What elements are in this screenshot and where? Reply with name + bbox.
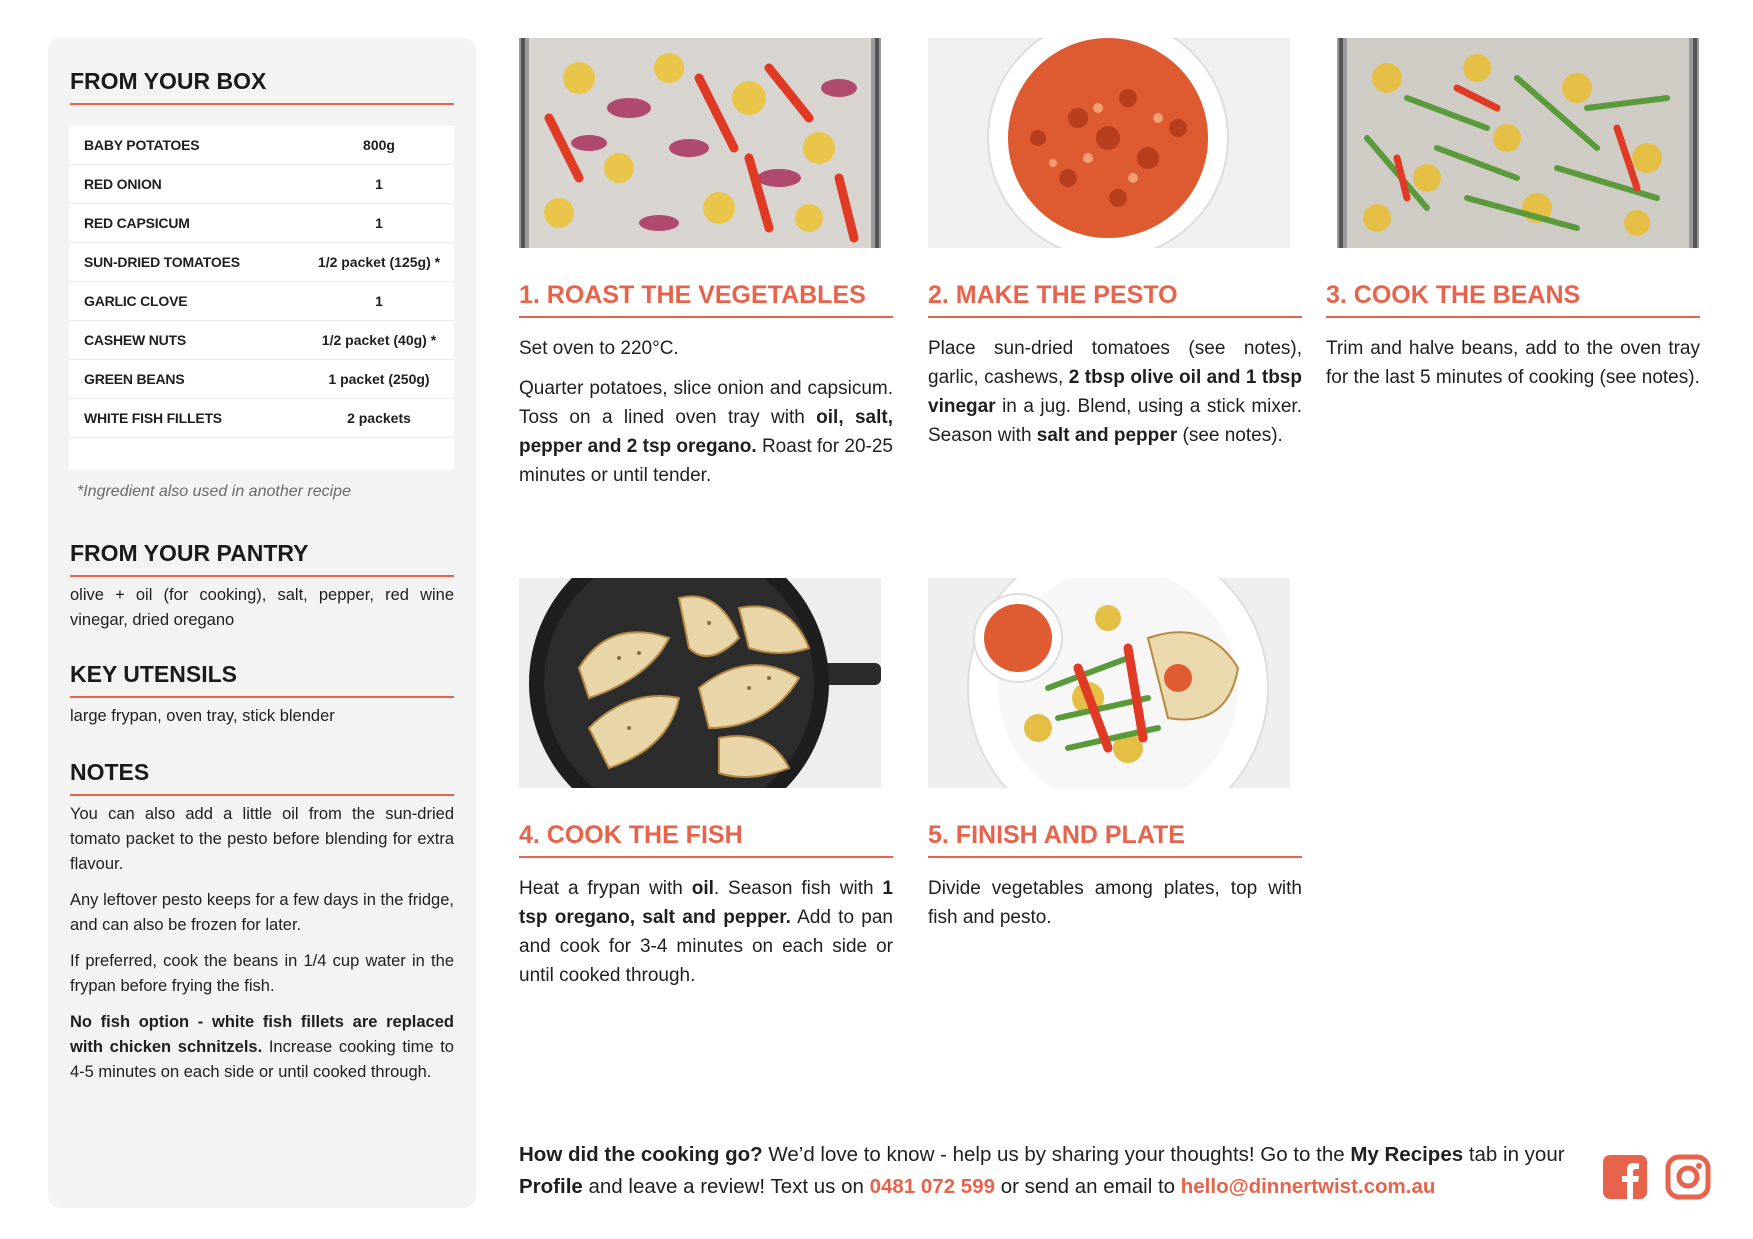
text-run-bold: 1 tsp oregano, salt and pepper. [519,878,893,928]
fish-frypan-photo [519,578,881,788]
phone-number-link[interactable]: 0481 072 599 [869,1175,995,1198]
text-run: in a jug. Blend, using a stick mixer. Season with [928,396,1302,446]
text-run: Quarter potatoes, slice onion and capsicum. Toss on a lined oven tray with [519,378,893,428]
text-run: Add to pan and cook for 3-4 minutes on each side or until cooked through. [519,907,893,986]
footer-text: tab in your [1463,1143,1565,1166]
table-row [69,243,454,282]
pantry-text: olive + oil (for cooking), salt, pepper, red wine vinegar, dried oregano [70,586,454,629]
shared-ingredient-note: *Ingredient also used in another recipe [77,483,351,500]
my-recipes-link[interactable]: My Recipes [1350,1143,1464,1166]
step-5-title: 5. FINISH AND PLATE [928,821,1302,858]
step-2-title: 2. MAKE THE PESTO [928,281,1302,318]
ingredient-name: BABY POTATOES [84,137,200,153]
box-ingredients-table [69,126,454,470]
from-your-pantry-heading: FROM YOUR PANTRY [70,540,454,577]
footer-text: or send an email to [995,1175,1181,1198]
ingredients-sidebar [48,38,476,1208]
ingredient-name: CASHEW NUTS [84,332,187,348]
table-row [69,126,454,165]
step-4-title: 4. COOK THE FISH [519,821,893,858]
step-paragraph: Set oven to 220°C. [519,338,679,359]
note-rest: Increase cooking time to 4-5 minutes on each side or until cooked through. [70,1038,454,1081]
pesto-bowl-photo [928,38,1290,248]
ingredient-qty: 1/2 packet (125g) * [317,254,441,270]
beans-tray-photo [1337,38,1699,248]
ingredient-qty: 1 [375,293,383,309]
email-link[interactable]: hello@dinnertwist.com.au [1180,1175,1436,1198]
footer-text: We’d love to know - help us by sharing your thoughts! Go to the [762,1143,1351,1166]
feedback-footer [519,1139,1589,1203]
ingredient-qty: 1 packet (250g) [328,371,430,387]
from-your-box-heading: FROM YOUR BOX [70,68,454,105]
plated-dish-photo [928,578,1290,788]
step-3-title: 3. COOK THE BEANS [1326,281,1700,318]
text-run-bold: oil [691,878,714,899]
ingredient-name: GARLIC CLOVE [84,293,188,309]
table-row [69,282,454,321]
text-run: Heat a frypan with [519,878,692,899]
text-run-bold: salt and pepper [1036,425,1178,446]
step-paragraph: Divide vegetables among plates, top with fish and pesto. [928,878,1302,928]
text-run-bold: 2 tbsp olive oil and 1 tbsp vinegar [928,367,1302,417]
text-run: Roast for 20-25 minutes or until tender. [519,436,893,486]
table-row [69,399,454,438]
ingredient-name: RED ONION [84,176,162,192]
step-3-text [1326,334,1700,403]
footer-question: How did the cooking go? [519,1143,763,1166]
step-1-title: 1. ROAST THE VEGETABLES [519,281,893,318]
instagram-icon[interactable] [1664,1153,1712,1201]
notes-text [70,802,454,1096]
ingredient-name: WHITE FISH FILLETS [84,410,222,426]
facebook-icon[interactable] [1601,1153,1649,1201]
ingredient-qty: 2 packets [347,410,411,426]
profile-link[interactable]: Profile [519,1175,583,1198]
step-5-text [928,874,1302,943]
step-paragraph [928,334,1302,450]
utensils-text: large frypan, oven tray, stick blender [70,707,335,725]
ingredient-name: SUN-DRIED TOMATOES [84,254,240,270]
step-paragraph [519,874,893,990]
note-bold: No fish option - white fish fillets are replaced with chicken schnitzels. [70,1013,454,1056]
table-row [69,204,454,243]
text-run: . Season fish with [713,878,883,899]
step-paragraph: Trim and halve beans, add to the oven tray for the last 5 minutes of cooking (see notes). [1326,338,1700,388]
note-paragraph: You can also add a little oil from the sun-dried tomato packet to the pesto before blending for extra flavour. [70,805,454,873]
ingredient-qty: 1 [375,215,383,231]
table-row [69,321,454,360]
table-row [69,360,454,399]
text-run: Place sun-dried tomatoes (see notes), garlic, cashews, [928,338,1302,388]
ingredient-name: GREEN BEANS [84,371,185,387]
step-4-text [519,874,893,1001]
roast-vegetables-photo [519,38,881,248]
note-paragraph [70,1010,454,1085]
ingredient-name: RED CAPSICUM [84,215,190,231]
step-2-text [928,334,1302,461]
footer-text: and leave a review! Text us on [582,1175,870,1198]
key-utensils-heading: KEY UTENSILS [70,661,454,698]
note-paragraph: If preferred, cook the beans in 1/4 cup water in the frypan before frying the fish. [70,952,454,995]
step-1-text [519,334,893,501]
notes-heading: NOTES [70,759,454,796]
step-paragraph [519,374,893,490]
text-run: (see notes). [1177,425,1283,446]
text-run-bold: oil, salt, pepper and 2 tsp oregano. [519,407,893,457]
ingredient-qty: 1/2 packet (40g) * [321,332,437,348]
ingredient-qty: 1 [375,176,383,192]
note-paragraph: Any leftover pesto keeps for a few days in the fridge, and can also be frozen for later. [70,891,454,934]
ingredient-qty: 800g [363,137,395,153]
table-row [69,165,454,204]
